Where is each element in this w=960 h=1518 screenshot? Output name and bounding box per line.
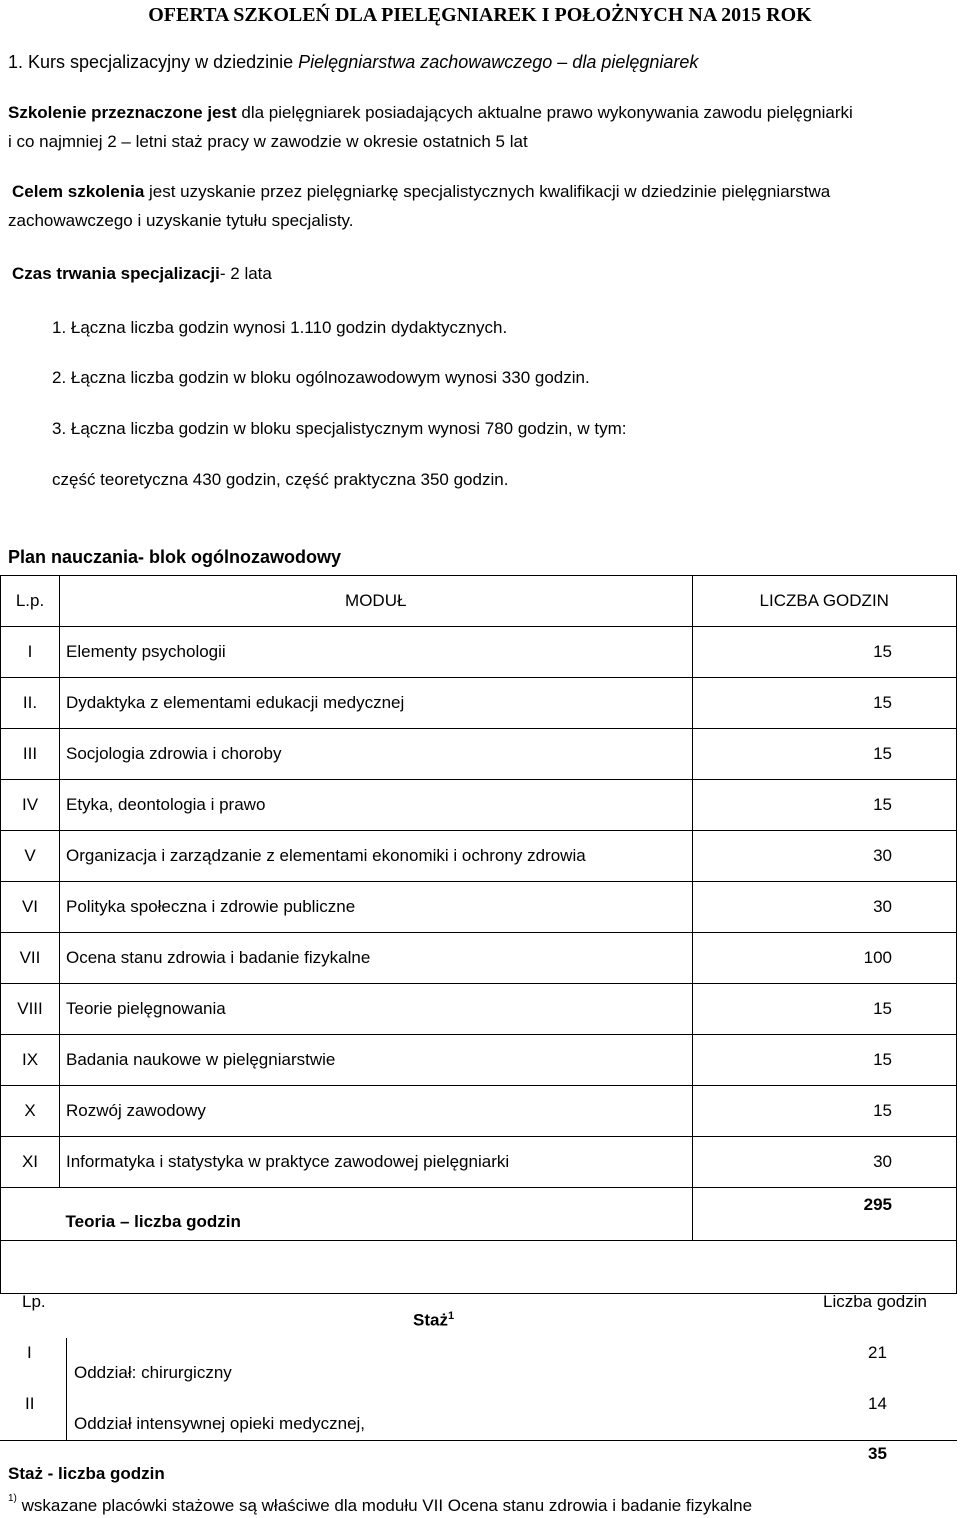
table-row — [1, 882, 957, 933]
stage-row-lp: II — [25, 1394, 35, 1413]
row-module: Dydaktyka z elementami edukacji medycznej — [60, 678, 693, 729]
row-lp: I — [1, 627, 60, 678]
row-lp: VII — [1, 933, 60, 984]
row-hours: 30 — [692, 831, 957, 882]
header-hours: LICZBA GODZIN — [692, 576, 957, 627]
row-hours: 15 — [692, 678, 957, 729]
table-row — [1, 780, 957, 831]
course-prefix: Kurs specjalizacyjny w dziedzinie — [28, 52, 299, 72]
stage-row-hours: 14 — [868, 1394, 887, 1413]
row-module: Elementy psychologii — [60, 627, 693, 678]
plan-table-header — [1, 576, 957, 627]
duration-rest: - 2 lata — [219, 264, 272, 283]
row-module: Polityka społeczna i zdrowie publiczne — [60, 882, 693, 933]
row-hours: 15 — [692, 627, 957, 678]
row-lp: X — [1, 1086, 60, 1137]
footnote — [8, 1493, 752, 1516]
row-module: Socjologia zdrowia i choroby — [60, 729, 693, 780]
stage-divider — [66, 1338, 67, 1441]
goal-line-1 — [12, 182, 830, 202]
table-row — [1, 678, 957, 729]
stage-total-label: Staż - liczba godzin — [8, 1464, 165, 1483]
course-number: 1. — [8, 52, 24, 72]
table-row — [1, 933, 957, 984]
stage-row-ward: Oddział intensywnej opieki medycznej, — [74, 1414, 366, 1433]
audience-line-1 — [8, 103, 853, 123]
hours-item-3-detail: część teoretyczna 430 godzin, część praktyczna 350 godzin. — [52, 470, 509, 489]
theory-total-label: Teoria – liczba godzin — [60, 1188, 693, 1241]
stage-lp-header: Lp. — [22, 1292, 46, 1311]
footnote-text: wskazane placówki stażowe są właściwe dla modułu VII Ocena stanu zdrowia i badanie fizykalne — [21, 1496, 753, 1515]
row-module: Rozwój zawodowy — [60, 1086, 693, 1137]
stage-title-text: Staż — [413, 1310, 448, 1330]
row-hours: 15 — [692, 984, 957, 1035]
row-module: Informatyka i statystyka w praktyce zawodowej pielęgniarki — [60, 1137, 693, 1188]
stage-row-ward: Oddział: chirurgiczny — [74, 1363, 232, 1382]
audience-line-2: i co najmniej 2 – letni staż pracy w zawodzie w okresie ostatnich 5 lat — [8, 132, 528, 151]
row-lp: II. — [1, 678, 60, 729]
row-hours: 15 — [692, 1086, 957, 1137]
theory-total-value: 295 — [692, 1188, 957, 1241]
row-lp: IX — [1, 1035, 60, 1086]
footnote-marker: 1) — [8, 1493, 17, 1504]
hours-item-1: 1. Łączna liczba godzin wynosi 1.110 godzin dydaktycznych. — [52, 318, 508, 337]
duration-bold: Czas trwania specjalizacji — [12, 264, 220, 283]
audience-bold: Szkolenie przeznaczone jest — [8, 103, 237, 122]
duration-line — [12, 264, 272, 284]
row-hours: 30 — [692, 1137, 957, 1188]
goal-line-2: zachowawczego i uzyskanie tytułu specjalisty. — [8, 211, 354, 230]
table-row — [1, 831, 957, 882]
goal-rest: jest uzyskanie przez pielęgniarkę specjalistycznych kwalifikacji w dziedzinie pielęgniarstwa — [144, 182, 831, 201]
row-lp: III — [1, 729, 60, 780]
course-heading — [8, 52, 698, 73]
row-lp: IV — [1, 780, 60, 831]
hours-item-2: 2. Łączna liczba godzin w bloku ogólnozawodowym wynosi 330 godzin. — [52, 368, 590, 387]
stage-hours-header: Liczba godzin — [823, 1292, 927, 1311]
row-module: Teorie pielęgnowania — [60, 984, 693, 1035]
plan-table — [0, 575, 957, 1294]
row-lp: V — [1, 831, 60, 882]
row-module: Etyka, deontologia i prawo — [60, 780, 693, 831]
row-hours: 15 — [692, 1035, 957, 1086]
table-row — [1, 984, 957, 1035]
row-lp: VIII — [1, 984, 60, 1035]
table-row — [1, 627, 957, 678]
course-domain: Pielęgniarstwa zachowawczego – dla pielęgniarek — [298, 52, 699, 72]
stage-row-lp: I — [27, 1343, 32, 1362]
row-lp: VI — [1, 882, 60, 933]
row-lp: XI — [1, 1137, 60, 1188]
stage-row-hours: 21 — [868, 1343, 887, 1362]
stage-total-value: 35 — [868, 1444, 887, 1463]
table-row — [1, 1137, 957, 1188]
table-row — [1, 729, 957, 780]
row-hours: 15 — [692, 729, 957, 780]
stage-total-rule — [0, 1440, 957, 1441]
table-row — [1, 1035, 957, 1086]
row-hours: 30 — [692, 882, 957, 933]
hours-item-3: 3. Łączna liczba godzin w bloku specjalistycznym wynosi 780 godzin, w tym: — [52, 419, 627, 438]
goal-bold: Celem szkolenia — [12, 182, 145, 201]
page-title: OFERTA SZKOLEŃ DLA PIELĘGNIAREK I POŁOŻNYCH NA 2015 ROK — [148, 4, 812, 26]
table-row — [1, 1086, 957, 1137]
row-module: Ocena stanu zdrowia i badanie fizykalne — [60, 933, 693, 984]
header-lp: L.p. — [1, 576, 60, 627]
total-row — [1, 1188, 957, 1241]
header-module: MODUŁ — [60, 576, 693, 627]
spacer-row — [1, 1241, 957, 1294]
audience-rest: dla pielęgniarek posiadających aktualne prawo wykonywania zawodu pielęgniarki — [236, 103, 853, 122]
plan-title: Plan nauczania- blok ogólnozawodowy — [8, 547, 342, 567]
row-module: Badania naukowe w pielęgniarstwie — [60, 1035, 693, 1086]
row-module: Organizacja i zarządzanie z elementami ekonomiki i ochrony zdrowia — [60, 831, 693, 882]
row-hours: 15 — [692, 780, 957, 831]
row-hours: 100 — [692, 933, 957, 984]
stage-title-sup: 1 — [447, 1310, 455, 1322]
stage-title — [413, 1310, 454, 1331]
